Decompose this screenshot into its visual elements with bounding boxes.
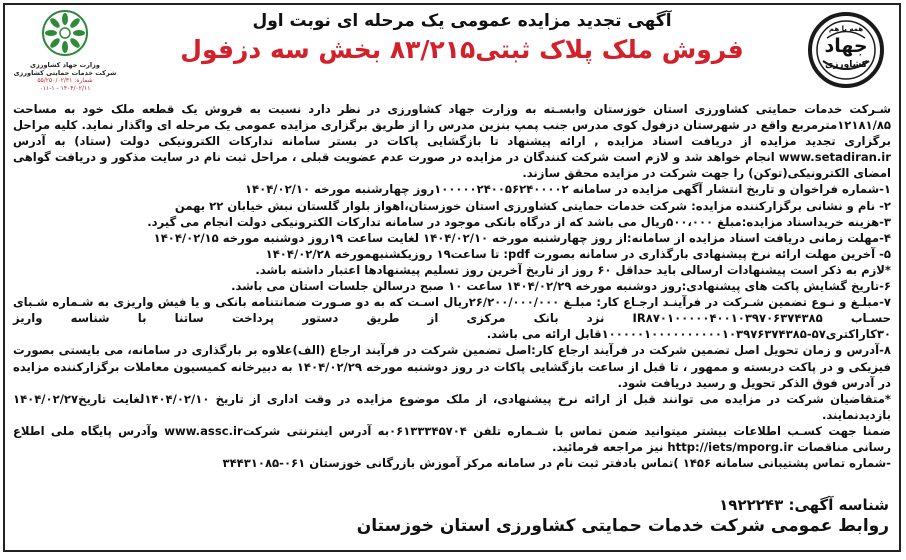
logo-top-text: همه با هم	[828, 25, 864, 33]
body-support-phone: -شماره تماس پشتیبانی سامانه ۱۴۵۶ )تماس بادفتر ثبت نام در سامانه مرکز آموزش بازرگانی خوزستان ۰۶۱-۳۴۴۳۱۰۸۵	[222, 456, 891, 471]
body-item-3: ۳-هزینه خریداسناد مزایده:مبلغ ۵۰۰،۰۰۰ریال می باشد که از درگاه بانکی موجود در سامانه تدارکات الکترونیکی دولت انجام می گیرد.	[147, 214, 891, 229]
seal-letter-number: شماره: ۵۵/۲۵۰/۰۲/۳۱	[37, 77, 93, 84]
jahad-logo	[807, 11, 885, 89]
logo-main-text: جهاد	[824, 35, 868, 57]
seal-letter-date: ۱۴۰۴/۰۲/۱۱ - ۰۱۱-۱	[39, 85, 91, 92]
ministry-emblem-icon	[41, 9, 89, 57]
body-item-2: ۲- نام و نشانی برگزارکننده مزایده: شرکت خدمات حمایتی کشاورزی استان خوزستان،اهواز بلوار گلستان نبش خیابان ۲۲ بهمن	[174, 198, 891, 213]
notice-header	[5, 5, 899, 91]
notice-body	[13, 101, 891, 471]
body-item-5: ۵- آخرین مهلت ارائه نرخ پیشنهادی بارگذاری در سامانه بصورت pdf: تا ساعت۱۹ روزیکشنبهمورخه ۱۴۰۴/۰۲/۲۸	[265, 246, 891, 261]
notice-subtitle: فروش ملک پلاک ثبتی۸۳/۲۱۵ بخش سه دزفول	[180, 35, 744, 64]
notice-title: آگهی تجدید مزایده عمومی یک مرحله ای نوبت اول	[252, 11, 672, 31]
logo-bottom-text: کشاورزی	[825, 60, 867, 70]
body-intro: شـرکت خدمات حمایتی کشاورزی استان خوزستان وابسـته به وزارت جهاد کشاورزی در نظر دارد نسبت به فروش یک قطعه ملک خود به مساحت ۱۲۱۸۱/۸۵مترمربع واقع در شهرستان دزفول کوی مدرس جنب پمپ بنزین مدرس را از طریق برگزاری مزایده عمومی یک مرحله ای واگذار نماید. کلیه مراحل برگزاری تجدید مزایده از دریافت اسناد مزایده , ارائه پیشنهاد تا بازگشایی پاکات در بستر سامانه تدارکات الکترونیکی دولت (ستاد) به آدرس www.setadiran.ir انجام خواهد شد و لازم است شرکت کنندگان در مزایده در صورت عدم عضویت قبلی ، مراحل ثبت نام در سایت مذکور و دریافت گواهی امضای الکترونیکی(توکن) را جهت شرکت در مزایده محقق سازند.	[13, 102, 891, 181]
body-item-7: ۷-مبلـغ و نـوع تضمین شـرکت در فرآینـد ارجـاع کار: مبلـغ ۲۶/۲۰۰/۰۰۰/۰۰۰ریال اسـت که به دو صـورت ضمانتنامه بانکی و یا فیش واریزی به شـماره شـبای حسـاب IR۸۷۰۱۰۰۰۰۰۴۰۰۱۰۳۹۷۰۶۳۷۴۳۸۵ نزد بانک مرکزی از طریق دستور پرداخت ساتنا با شناسه واریز ۳۰کاراکتری۵۷-۱۰۰۰۰۰۱۰۰۰۰۰۰۰۰۰۰۱۰۳۹۷۶۳۷۴۳۸۵قابل ارائه می باشد.	[13, 295, 892, 342]
body-item-1: ۱-شماره فراخوان و تاریخ انتشار آگهی مزایده در سامانه ۱۰۰۰۰۰۲۴۰۰۵۶۲۴۰۰۰۰۲روز چهارشنبه مورخه ۱۴۰۴/۰۲/۱۰	[244, 182, 891, 197]
body-item-6: ۶-تاریخ گشایش پاکت های پیشنهادی:روز دوشنبه مورخه ۱۴۰۴/۰۲/۲۹ ساعت ۱۰ صبح درسالن جلسات استان می باشد.	[231, 279, 891, 294]
publisher-name: روابط عمومی شرکت خدمات حمایتی کشاورزی استان خوزستان	[356, 516, 889, 536]
seal-caption-company: شرکت خدمات حمایتی کشاورزی	[13, 69, 117, 77]
ministry-seal	[13, 9, 117, 91]
notice-page	[3, 3, 901, 552]
notice-id: شناسه آگهی: ۱۹۲۲۲۴۳	[719, 496, 889, 514]
notice-footer	[15, 496, 889, 544]
body-item-8: ۸-آدرس و زمان تحویل اصل تضمین شرکت در فرآیند ارجاع کار:اصل تضمین شرکت در فرآیند ارجاع (الف)علاوه بر بارگذاری در سامانه، می بایستی بصورت فیزیکی و در پاکت دربسته و ممهور ، تا قبل از ساعت بازگشایی پاکات در روز دوشنبه مورخه ۱۴۰۴/۰۲/۲۹ به دبیرخانه کمیسیون معاملات برگزارکننده مزایده در آدرس فوق الذکر تحویل و رسید دریافت شود.	[13, 343, 891, 390]
body-contact-info: ضمنا جهت کسـب اطلاعات بیشتر میتوانید ضمن تماس با شـماره تلفن ۰۶۱۳۳۳۴۵۷۰۴به آدرس اینترنتی شرکتwww.assc.ir وآدرس پایگاه ملی اطلاع رسانی مناقصات http://iets/mporg.ir نیز مراجعه فرمائید.	[13, 423, 891, 454]
body-note-visit: *متقاضیان شرکت در مزایده می توانند قبل از ارائه نرخ پیشنهادی، از ملک موضوع مزایده در وقت اداری از تاریخ ۱۴۰۴/۰۲/۱۰لغایت تاریخ۱۴۰۴/۰۲/۲۷ بازدیدنمایند.	[13, 391, 891, 422]
body-item-4: ۴-مهلت زمانی دریافت اسناد مزایده از سامانه:از روز چهارشنبه مورخه ۱۴۰۴/۰۲/۱۰ لغایت ساعت ۱۹روز دوشنبه مورخه ۱۴۰۴/۰۲/۱۵	[153, 230, 891, 245]
body-note-validity: *لازم به ذکر است پیشنهادات ارسالی باید حداقل ۶۰ روز از تاریخ آخرین روز تسلیم پیشنهادها اعتبار داشته باشد.	[255, 262, 891, 277]
seal-caption-ministry: وزارت جهاد کشاورزی	[30, 61, 100, 69]
